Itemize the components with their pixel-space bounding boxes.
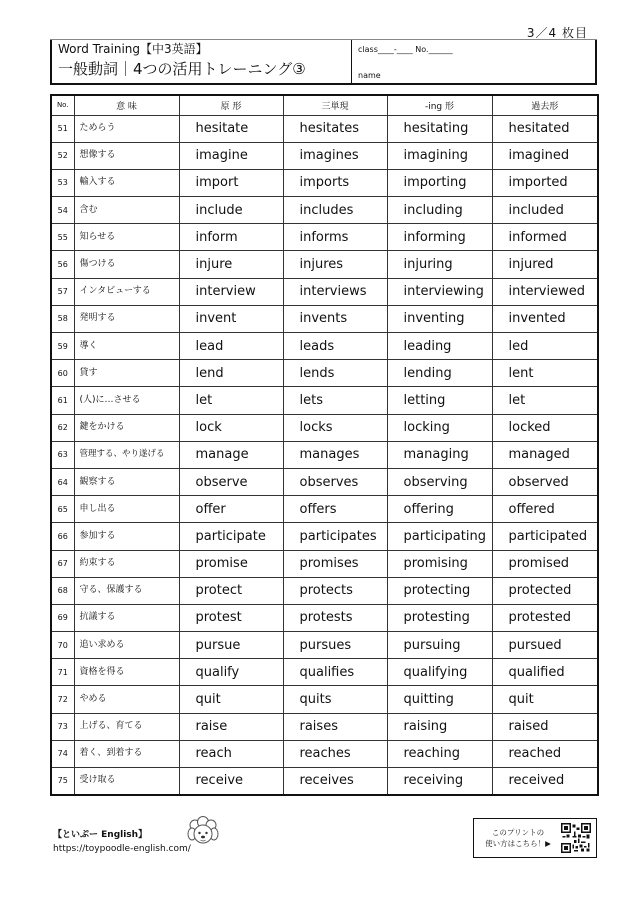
row-number: 72 <box>51 686 74 713</box>
worksheet-subtitle: Word Training【中3英語】 <box>58 42 208 56</box>
base-form-cell: injure <box>179 251 283 278</box>
past-form-cell: protected <box>492 577 598 604</box>
past-form-cell: reached <box>492 740 598 767</box>
table-row <box>51 604 598 631</box>
table-row <box>51 713 598 740</box>
ing-form-cell: injuring <box>387 251 492 278</box>
student-info-block <box>352 40 595 83</box>
third-person-cell: imports <box>283 169 387 196</box>
ing-form-cell: raising <box>387 713 492 740</box>
row-number: 68 <box>51 577 74 604</box>
table-row <box>51 224 598 251</box>
table-row <box>51 305 598 332</box>
third-person-cell: promises <box>283 550 387 577</box>
past-form-cell: quit <box>492 686 598 713</box>
row-number: 69 <box>51 604 74 631</box>
third-person-cell: observes <box>283 468 387 495</box>
row-number: 73 <box>51 713 74 740</box>
third-person-cell: locks <box>283 414 387 441</box>
ing-form-cell: inventing <box>387 305 492 332</box>
row-number: 67 <box>51 550 74 577</box>
row-number: 65 <box>51 496 74 523</box>
base-form-cell: lend <box>179 360 283 387</box>
table-row <box>51 659 598 686</box>
past-form-cell: injured <box>492 251 598 278</box>
third-person-cell: participates <box>283 523 387 550</box>
third-person-cell: lets <box>283 387 387 414</box>
third-person-cell: lends <box>283 360 387 387</box>
worksheet-title: 一般動詞｜4つの活用トレーニング③ <box>58 60 306 78</box>
past-form-cell: lent <box>492 360 598 387</box>
past-form-cell: invented <box>492 305 598 332</box>
meaning-cell: 鍵をかける <box>74 414 179 441</box>
qr-code-icon[interactable] <box>561 823 591 853</box>
row-number: 54 <box>51 197 74 224</box>
ing-form-cell: interviewing <box>387 278 492 305</box>
base-form-cell: inform <box>179 224 283 251</box>
meaning-cell: (人)に…させる <box>74 387 179 414</box>
past-form-cell: received <box>492 768 598 795</box>
row-number: 56 <box>51 251 74 278</box>
meaning-cell: 想像する <box>74 142 179 169</box>
past-form-cell: protested <box>492 604 598 631</box>
meaning-cell: 守る、保護する <box>74 577 179 604</box>
table-row <box>51 632 598 659</box>
table-row <box>51 496 598 523</box>
row-number: 55 <box>51 224 74 251</box>
third-person-cell: reaches <box>283 740 387 767</box>
base-form-cell: receive <box>179 768 283 795</box>
table-row <box>51 768 598 795</box>
past-form-cell: promised <box>492 550 598 577</box>
row-number: 64 <box>51 468 74 495</box>
past-form-cell: observed <box>492 468 598 495</box>
base-form-cell: promise <box>179 550 283 577</box>
table-row <box>51 468 598 495</box>
column-header: 意 味 <box>74 95 179 115</box>
table-row <box>51 142 598 169</box>
row-number: 74 <box>51 740 74 767</box>
table-row <box>51 740 598 767</box>
base-form-cell: raise <box>179 713 283 740</box>
past-form-cell: offered <box>492 496 598 523</box>
base-form-cell: interview <box>179 278 283 305</box>
past-form-cell: hesitated <box>492 115 598 142</box>
row-number: 61 <box>51 387 74 414</box>
base-form-cell: protest <box>179 604 283 631</box>
row-number: 59 <box>51 333 74 360</box>
third-person-cell: invents <box>283 305 387 332</box>
meaning-cell: 発明する <box>74 305 179 332</box>
third-person-cell: informs <box>283 224 387 251</box>
column-header: No. <box>51 95 74 115</box>
base-form-cell: qualify <box>179 659 283 686</box>
third-person-cell: interviews <box>283 278 387 305</box>
ing-form-cell: reaching <box>387 740 492 767</box>
base-form-cell: let <box>179 387 283 414</box>
usage-guide-text: このプリントの 使い方はこちら！▶ <box>485 828 551 848</box>
meaning-cell: やめる <box>74 686 179 713</box>
base-form-cell: lock <box>179 414 283 441</box>
third-person-cell: offers <box>283 496 387 523</box>
base-form-cell: offer <box>179 496 283 523</box>
past-form-cell: included <box>492 197 598 224</box>
table-row <box>51 387 598 414</box>
base-form-cell: observe <box>179 468 283 495</box>
past-form-cell: raised <box>492 713 598 740</box>
base-form-cell: hesitate <box>179 115 283 142</box>
meaning-cell: 傷つける <box>74 251 179 278</box>
table-row <box>51 523 598 550</box>
ing-form-cell: managing <box>387 441 492 468</box>
ing-form-cell: offering <box>387 496 492 523</box>
past-form-cell: interviewed <box>492 278 598 305</box>
base-form-cell: import <box>179 169 283 196</box>
meaning-cell: 輸入する <box>74 169 179 196</box>
third-person-cell: qualifies <box>283 659 387 686</box>
meaning-cell: 着く、到着する <box>74 740 179 767</box>
ing-form-cell: quitting <box>387 686 492 713</box>
ing-form-cell: pursuing <box>387 632 492 659</box>
third-person-cell: leads <box>283 333 387 360</box>
verb-conjugation-table <box>50 94 599 796</box>
ing-form-cell: letting <box>387 387 492 414</box>
third-person-cell: raises <box>283 713 387 740</box>
third-person-cell: protects <box>283 577 387 604</box>
row-number: 70 <box>51 632 74 659</box>
base-form-cell: reach <box>179 740 283 767</box>
table-row <box>51 577 598 604</box>
base-form-cell: pursue <box>179 632 283 659</box>
third-person-cell: injures <box>283 251 387 278</box>
past-form-cell: participated <box>492 523 598 550</box>
row-number: 58 <box>51 305 74 332</box>
column-header: 三単現 <box>283 95 387 115</box>
third-person-cell: pursues <box>283 632 387 659</box>
ing-form-cell: hesitating <box>387 115 492 142</box>
past-form-cell: imagined <box>492 142 598 169</box>
class-number-field[interactable]: class____-____ No.______ <box>358 45 453 54</box>
table-row <box>51 169 598 196</box>
ing-form-cell: informing <box>387 224 492 251</box>
base-form-cell: participate <box>179 523 283 550</box>
row-number: 63 <box>51 441 74 468</box>
past-form-cell: pursued <box>492 632 598 659</box>
column-header: 原 形 <box>179 95 283 115</box>
meaning-cell: 追い求める <box>74 632 179 659</box>
table-header-row <box>51 95 598 115</box>
ing-form-cell: imagining <box>387 142 492 169</box>
past-form-cell: let <box>492 387 598 414</box>
usage-guide-link[interactable] <box>473 818 597 858</box>
meaning-cell: 上げる、育てる <box>74 713 179 740</box>
brand-name: 【といぷー English】 <box>53 830 148 840</box>
row-number: 57 <box>51 278 74 305</box>
past-form-cell: qualified <box>492 659 598 686</box>
ing-form-cell: lending <box>387 360 492 387</box>
base-form-cell: imagine <box>179 142 283 169</box>
table-row <box>51 333 598 360</box>
poodle-mascot-icon <box>186 815 220 849</box>
ing-form-cell: promising <box>387 550 492 577</box>
base-form-cell: protect <box>179 577 283 604</box>
row-number: 52 <box>51 142 74 169</box>
meaning-cell: ためらう <box>74 115 179 142</box>
meaning-cell: 導く <box>74 333 179 360</box>
row-number: 60 <box>51 360 74 387</box>
base-form-cell: quit <box>179 686 283 713</box>
base-form-cell: include <box>179 197 283 224</box>
table-row <box>51 360 598 387</box>
table-row <box>51 441 598 468</box>
ing-form-cell: observing <box>387 468 492 495</box>
meaning-cell: 管理する、やり遂げる <box>74 441 179 468</box>
meaning-cell: 抗議する <box>74 604 179 631</box>
meaning-cell: 申し出る <box>74 496 179 523</box>
table-row <box>51 414 598 441</box>
past-form-cell: imported <box>492 169 598 196</box>
ing-form-cell: participating <box>387 523 492 550</box>
site-url-link[interactable]: https://toypoodle-english.com/ <box>53 844 191 854</box>
row-number: 51 <box>51 115 74 142</box>
third-person-cell: protests <box>283 604 387 631</box>
row-number: 53 <box>51 169 74 196</box>
ing-form-cell: including <box>387 197 492 224</box>
third-person-cell: imagines <box>283 142 387 169</box>
past-form-cell: led <box>492 333 598 360</box>
third-person-cell: receives <box>283 768 387 795</box>
header-title-block <box>52 40 352 83</box>
row-number: 75 <box>51 768 74 795</box>
meaning-cell: 含む <box>74 197 179 224</box>
ing-form-cell: protecting <box>387 577 492 604</box>
meaning-cell: インタビューする <box>74 278 179 305</box>
row-number: 62 <box>51 414 74 441</box>
table-row <box>51 251 598 278</box>
meaning-cell: 参加する <box>74 523 179 550</box>
worksheet-header <box>50 40 597 85</box>
ing-form-cell: importing <box>387 169 492 196</box>
meaning-cell: 受け取る <box>74 768 179 795</box>
meaning-cell: 貸す <box>74 360 179 387</box>
row-number: 71 <box>51 659 74 686</box>
ing-form-cell: locking <box>387 414 492 441</box>
ing-form-cell: protesting <box>387 604 492 631</box>
page-indicator: 3／4 枚目 <box>526 26 588 40</box>
meaning-cell: 約束する <box>74 550 179 577</box>
third-person-cell: includes <box>283 197 387 224</box>
base-form-cell: lead <box>179 333 283 360</box>
table-row <box>51 115 598 142</box>
third-person-cell: quits <box>283 686 387 713</box>
column-header: 過去形 <box>492 95 598 115</box>
row-number: 66 <box>51 523 74 550</box>
base-form-cell: manage <box>179 441 283 468</box>
third-person-cell: hesitates <box>283 115 387 142</box>
column-header: -ing 形 <box>387 95 492 115</box>
ing-form-cell: leading <box>387 333 492 360</box>
past-form-cell: informed <box>492 224 598 251</box>
table-row <box>51 278 598 305</box>
past-form-cell: managed <box>492 441 598 468</box>
third-person-cell: manages <box>283 441 387 468</box>
ing-form-cell: qualifying <box>387 659 492 686</box>
table-row <box>51 550 598 577</box>
brand-block <box>53 828 191 856</box>
table-body <box>51 115 598 795</box>
meaning-cell: 知らせる <box>74 224 179 251</box>
ing-form-cell: receiving <box>387 768 492 795</box>
table-row <box>51 686 598 713</box>
name-field[interactable]: name <box>358 71 381 80</box>
table-row <box>51 197 598 224</box>
past-form-cell: locked <box>492 414 598 441</box>
meaning-cell: 観察する <box>74 468 179 495</box>
meaning-cell: 資格を得る <box>74 659 179 686</box>
base-form-cell: invent <box>179 305 283 332</box>
